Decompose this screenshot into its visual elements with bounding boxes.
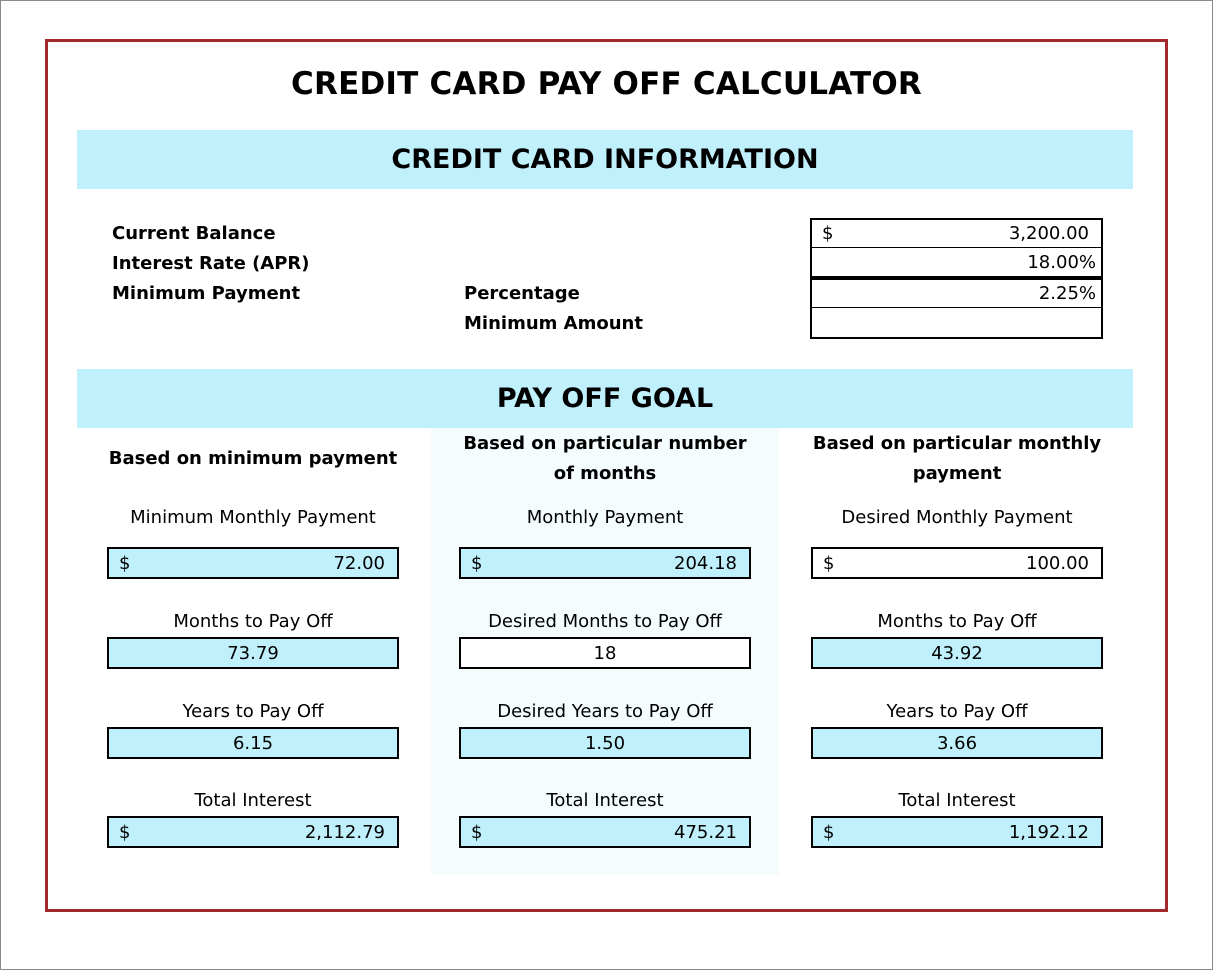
percentage-label: Percentage	[464, 283, 580, 304]
currency-symbol: $	[823, 552, 835, 574]
months-to-pay-off-field[interactable]	[107, 637, 399, 669]
months-to-pay-off-label: Months to Pay Off	[877, 611, 1037, 632]
percentage-value: 2.25%	[1038, 283, 1096, 304]
column-header-minimum: Based on minimum payment	[108, 448, 398, 469]
desired-years-to-pay-off-label: Desired Years to Pay Off	[497, 701, 713, 722]
monthly-payment-value: 204.18	[674, 552, 737, 574]
desired-years-to-pay-off-field[interactable]	[459, 727, 751, 759]
months-to-pay-off-value: 73.79	[227, 642, 279, 664]
pay-off-goal-header	[77, 369, 1133, 428]
minimum-amount-label: Minimum Amount	[464, 313, 643, 334]
interest-rate-field[interactable]	[810, 248, 1103, 278]
credit-card-info-heading: CREDIT CARD INFORMATION	[391, 144, 819, 175]
current-balance-label: Current Balance	[112, 223, 276, 244]
desired-months-to-pay-off-label: Desired Months to Pay Off	[488, 611, 722, 632]
months-to-pay-off-label: Months to Pay Off	[173, 611, 333, 632]
total-interest-field[interactable]	[459, 816, 751, 848]
minimum-monthly-payment-value: 72.00	[333, 552, 385, 574]
total-interest-field[interactable]	[811, 816, 1103, 848]
page-title: CREDIT CARD PAY OFF CALCULATOR	[291, 66, 922, 102]
desired-months-to-pay-off-field[interactable]	[459, 637, 751, 669]
desired-monthly-payment-value: 100.00	[1026, 552, 1089, 574]
desired-months-to-pay-off-value: 18	[593, 642, 617, 664]
years-to-pay-off-label: Years to Pay Off	[182, 701, 324, 722]
total-interest-label: Total Interest	[898, 790, 1016, 811]
total-interest-label: Total Interest	[546, 790, 664, 811]
years-to-pay-off-field[interactable]	[811, 727, 1103, 759]
minimum-payment-label: Minimum Payment	[112, 283, 301, 304]
currency-symbol: $	[823, 821, 835, 843]
months-to-pay-off-value: 43.92	[931, 642, 983, 664]
years-to-pay-off-value: 6.15	[232, 732, 274, 754]
desired-years-to-pay-off-value: 1.50	[584, 732, 626, 754]
credit-card-info-header	[77, 130, 1133, 189]
currency-symbol: $	[471, 552, 483, 574]
years-to-pay-off-field[interactable]	[107, 727, 399, 759]
interest-rate-label: Interest Rate (APR)	[112, 253, 310, 274]
current-balance-field[interactable]	[810, 218, 1103, 249]
interest-rate-value: 18.00%	[1027, 251, 1096, 273]
column-header-months: Based on particular number of months	[463, 433, 747, 484]
desired-monthly-payment-label: Desired Monthly Payment	[841, 507, 1073, 528]
currency-symbol: $	[822, 223, 834, 244]
currency-symbol: $	[119, 552, 131, 574]
currency-symbol: $	[119, 821, 131, 843]
minimum-monthly-payment-label: Minimum Monthly Payment	[130, 507, 376, 528]
currency-symbol: $	[471, 821, 483, 843]
minimum-monthly-payment-field[interactable]	[107, 547, 399, 579]
percentage-field[interactable]	[810, 278, 1103, 309]
minimum-amount-field[interactable]	[810, 308, 1103, 339]
pay-off-goal-heading: PAY OFF GOAL	[496, 383, 714, 414]
current-balance-value: 3,200.00	[1008, 223, 1089, 244]
years-to-pay-off-value: 3.66	[936, 732, 978, 754]
monthly-payment-field[interactable]	[459, 547, 751, 579]
total-interest-value: 2,112.79	[304, 821, 385, 843]
desired-monthly-payment-field[interactable]	[811, 547, 1103, 579]
total-interest-label: Total Interest	[194, 790, 312, 811]
monthly-payment-label: Monthly Payment	[526, 507, 684, 528]
column-header-monthly-payment: Based on particular monthly payment	[812, 433, 1102, 484]
months-to-pay-off-field[interactable]	[811, 637, 1103, 669]
total-interest-value: 475.21	[674, 821, 737, 843]
years-to-pay-off-label: Years to Pay Off	[886, 701, 1028, 722]
total-interest-value: 1,192.12	[1008, 821, 1089, 843]
total-interest-field[interactable]	[107, 816, 399, 848]
